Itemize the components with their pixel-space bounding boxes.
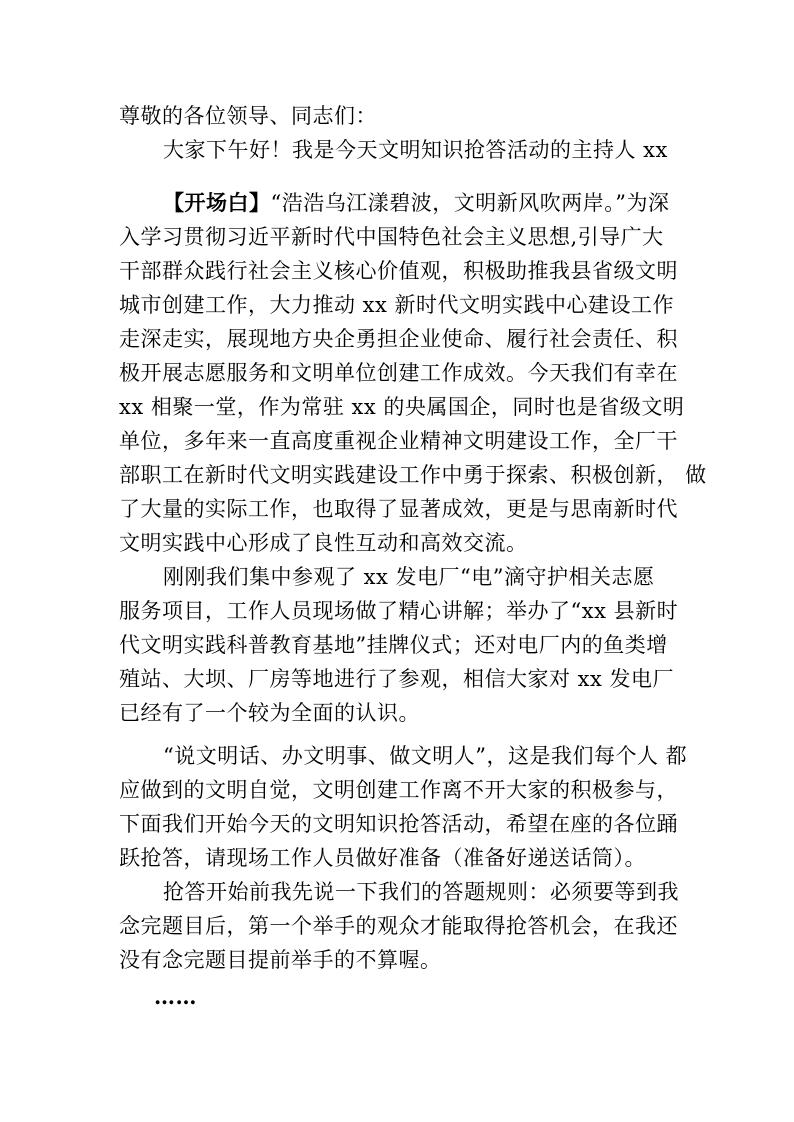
opening-line: 部职工在新时代文明实践建设工作中勇于探索、积极创新， 做: [119, 463, 707, 487]
opening-label: 【开场白】: [163, 190, 271, 215]
visit-line: 代文明实践科普教育基地”挂牌仪式；还对电厂内的鱼类增: [119, 633, 668, 657]
opening-line: 单位，多年来一直高度重视企业精神文明建设工作，全厂干: [119, 429, 678, 453]
civility-line: 跃抢答，请现场工作人员做好准备（准备好递送话筒）。: [119, 846, 646, 870]
opening-line: 干部群众践行社会主义核心价值观，积极助推我县省级文明: [119, 259, 678, 283]
opening-line: 走深走实，展现地方央企勇担企业使命、履行社会责任、积: [119, 327, 678, 351]
rules-line: 抢答开始前我先说一下我们的答题规则：必须要等到我: [163, 880, 679, 904]
opening-line: 入学习贯彻习近平新时代中国特色社会主义思想,引导广大: [119, 225, 664, 249]
visit-line: 服务项目，工作人员现场做了精心讲解；举办了“xx 县新时: [119, 599, 679, 623]
civility-line: 应做到的文明自觉，文明创建工作离不开大家的积极参与，: [119, 778, 678, 802]
opening-line: 了大量的实际工作，也取得了显著成效，更是与思南新时代: [119, 497, 678, 521]
visit-line: 刚刚我们集中参观了 xx 发电厂“电”滴守护相关志愿: [163, 565, 655, 589]
opening-first-line: [163, 188, 669, 218]
opening-line: 城市创建工作，大力推动 xx 新时代文明实践中心建设工作: [119, 293, 675, 317]
opening-line: xx 相聚一堂，作为常驻 xx 的央属国企，同时也是省级文明: [119, 395, 685, 419]
greeting: 大家下午好！我是今天文明知识抢答活动的主持人 xx: [163, 138, 668, 162]
opening-line: 文明实践中心形成了良性互动和高效交流。: [119, 531, 528, 555]
rules-line: 念完题目后，第一个举手的观众才能取得抢答机会，在我还: [119, 914, 678, 938]
visit-line: 已经有了一个较为全面的认识。: [119, 701, 420, 725]
opening-line: “浩浩乌江漾碧波，文明新风吹两岸。”为深: [270, 191, 670, 215]
opening-line: 极开展志愿服务和文明单位创建工作成效。今天我们有幸在: [119, 361, 678, 385]
visit-line: 殖站、大坝、厂房等地进行了参观，相信大家对 xx 发电厂: [119, 667, 675, 691]
civility-line: 下面我们开始今天的文明知识抢答活动，希望在座的各位踊: [119, 812, 678, 836]
civility-line: “说文明话、办文明事、做文明人”，这是我们每个人 都: [163, 744, 688, 768]
salutation: 尊敬的各位领导、同志们：: [119, 104, 377, 128]
ellipsis: ……: [154, 984, 197, 1009]
rules-line: 没有念完题目提前举手的不算喔。: [119, 948, 442, 972]
